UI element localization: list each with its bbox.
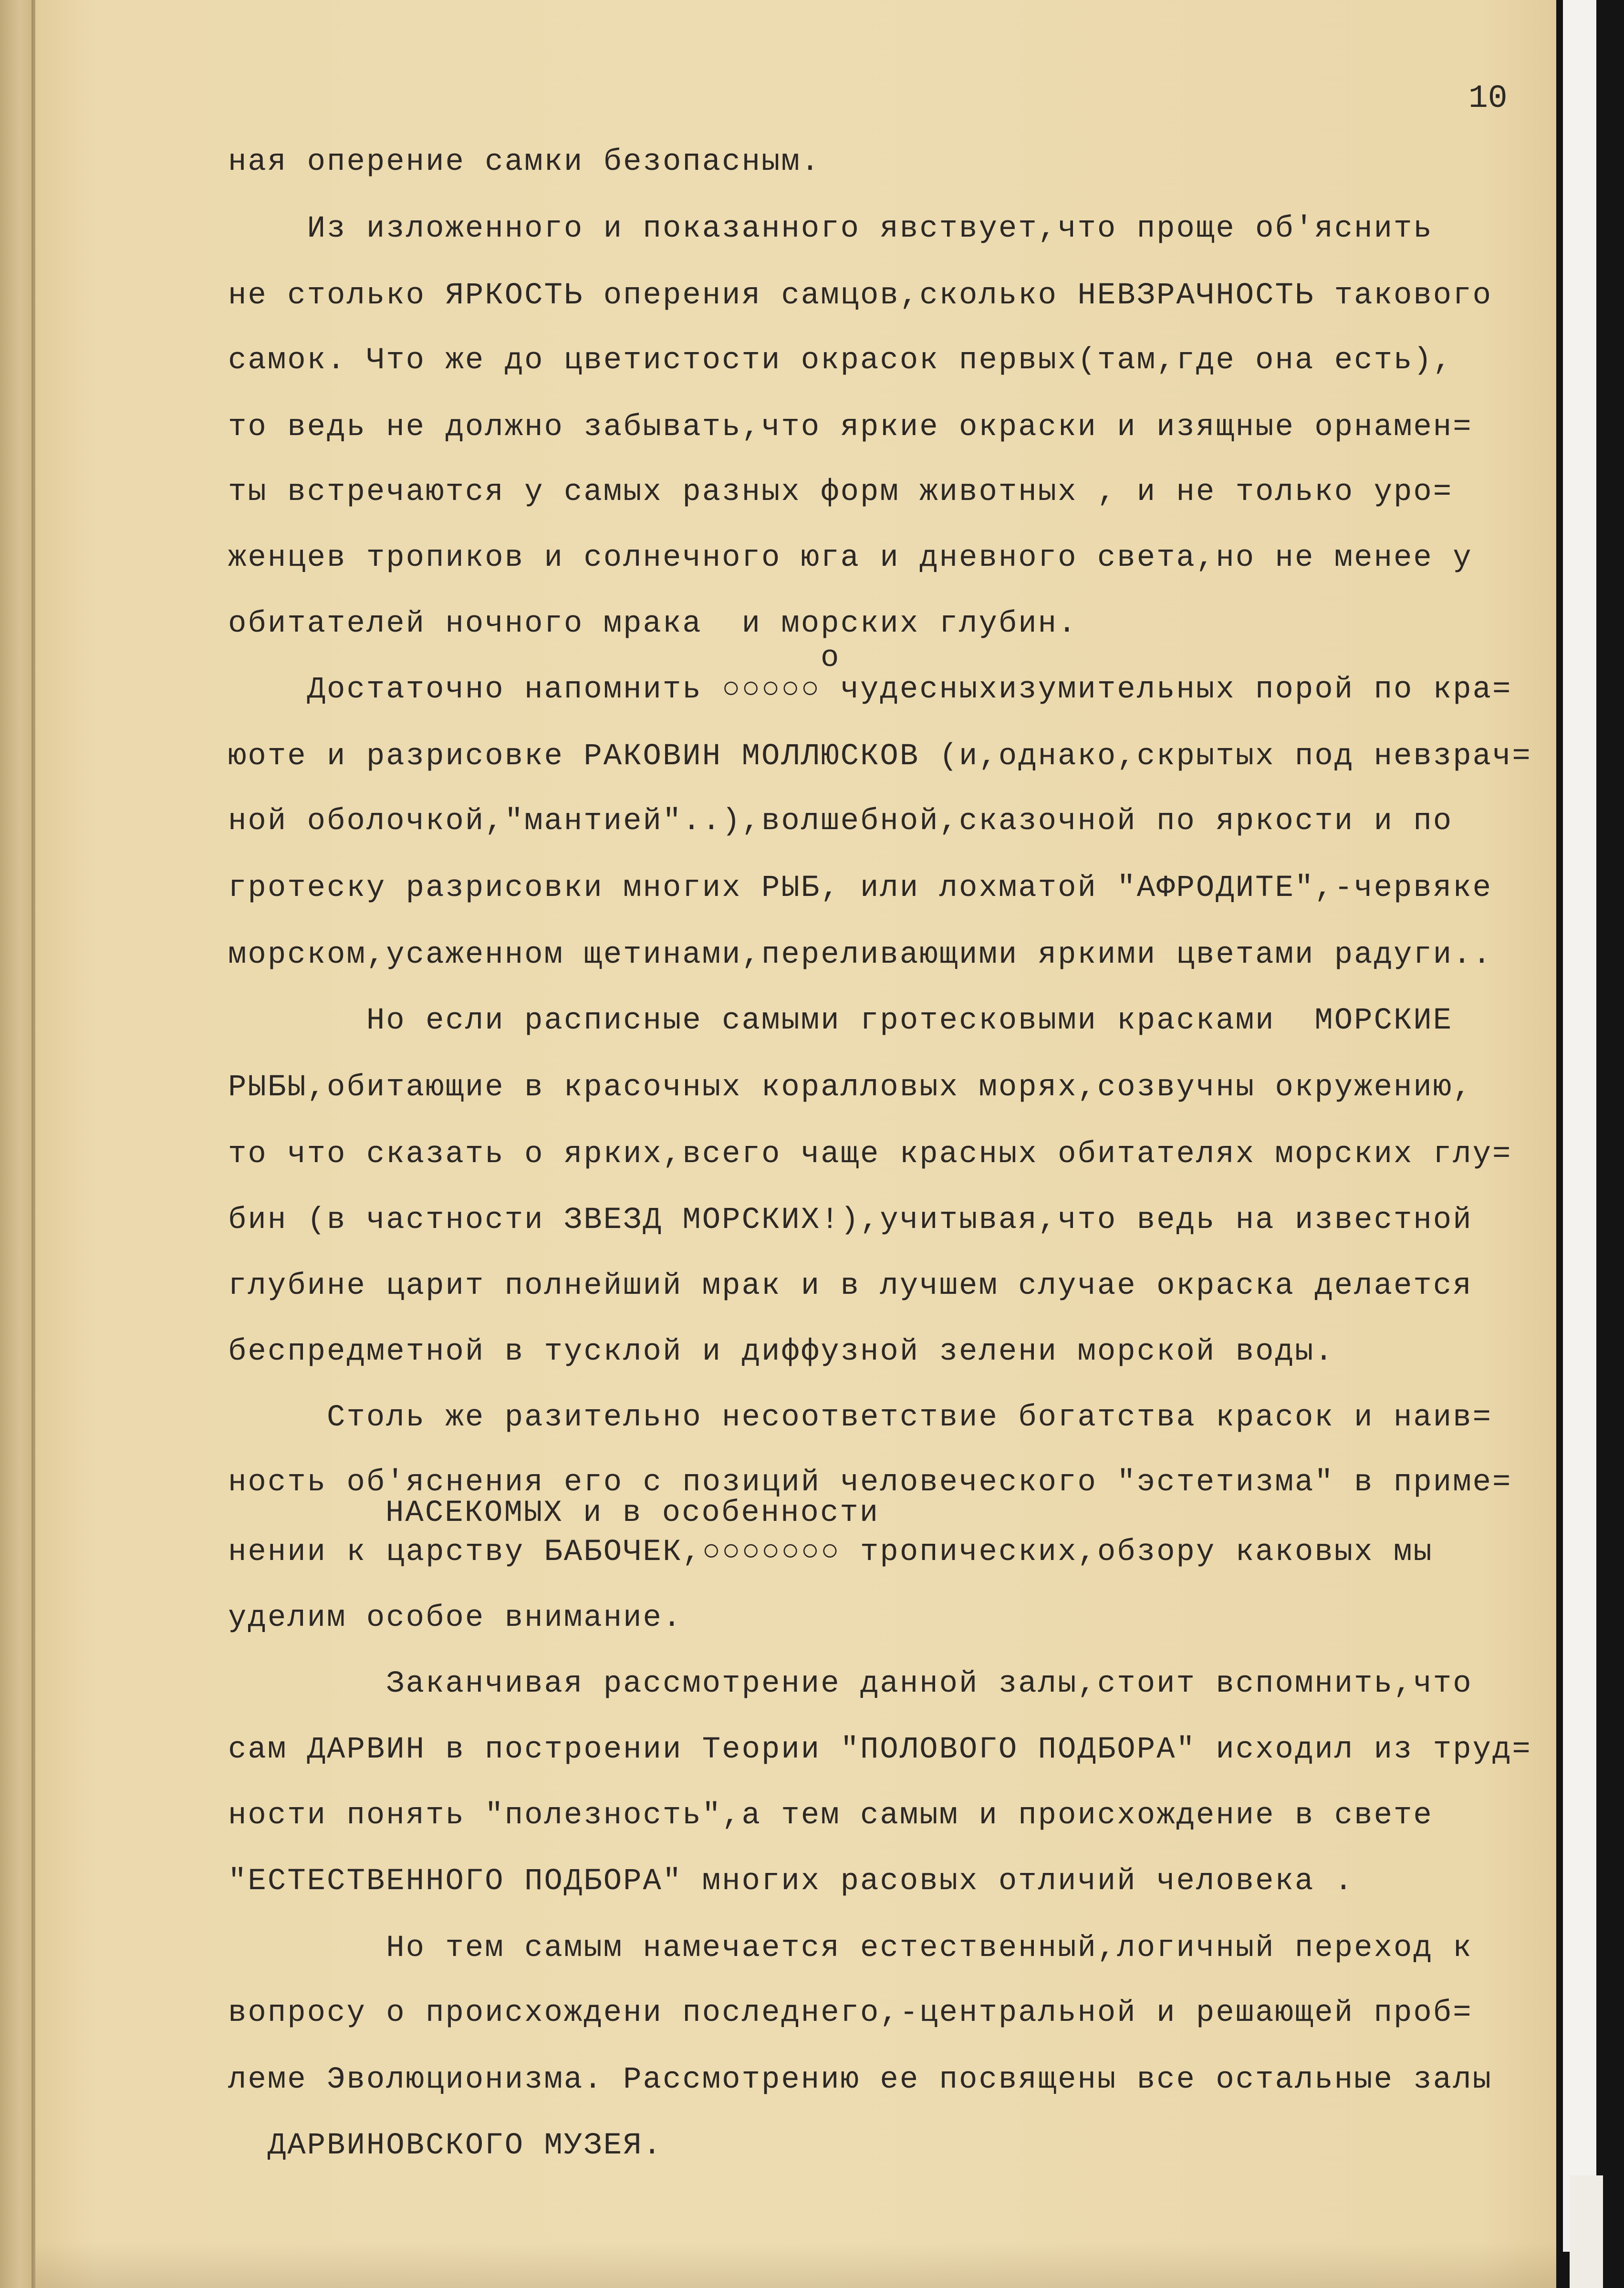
text-line: ной оболочкой,"мантией"..),волшебной,сказочной по яркости и по [228,804,1453,839]
previous-page-edge [0,0,33,2288]
text-line: Но если расписные самыми гротесковыми красками МОРСКИЕ [228,1004,1453,1038]
text-line: то ведь не должно забывать,что яркие окраски и изящные орнамен= [228,410,1473,445]
next-page-edge [1563,0,1596,2252]
text-line: бин (в частности ЗВЕЗД МОРСКИХ!),учитывая,что ведь на известной [228,1203,1473,1238]
text-line: ность об'яснения его с позиций человеческого "эстетизма" в приме= [228,1466,1512,1500]
text-line: леме Эволюционизма. Рассмотрению ее посвящены все остальные залы [228,2063,1492,2097]
interlinear-insertion: о [821,641,841,676]
text-line: самок. Что же до цветистости окрасок первых(там,где она есть), [228,343,1453,378]
text-line: РЫБЫ,обитающие в красочных коралловых морях,созвучны окружению, [228,1071,1473,1105]
text-line: обитателей ночного мрака и морских глубин. [228,607,1078,641]
text-line: Столь же разительно несоответствие богатства красок и наив= [228,1401,1492,1435]
text-line: ная оперение самки безопасным. [228,145,821,179]
text-line: Из изложенного и показанного явствует,что проще об'яснить [228,212,1433,246]
text-line: "ЕСТЕСТВЕННОГО ПОДБОРА" многих расовых отличий человека . [228,1864,1354,1899]
text-line: беспредметной в тусклой и диффузной зелени морской воды. [228,1335,1334,1369]
text-line: ДАРВИНОВСКОГО МУЗЕЯ. [228,2129,663,2163]
text-line: ты встречаются у самых разных форм животных , и не только уро= [228,475,1453,510]
text-line: Достаточно напомнить ○○○○○ чудесныхизумительных порой по кра= [228,673,1512,707]
text-line: не столько ЯРКОСТЬ оперения самцов,сколько НЕВЗРАЧНОСТЬ такового [228,279,1492,313]
text-line: то что сказать о ярких,всего чаще красных обитателях морских глу= [228,1137,1512,1172]
text-line: вопросу о происхождени последнего,-центральной и решающей проб= [228,1996,1473,2030]
text-line: гротеску разрисовки многих РЫБ, или лохматой "АФРОДИТЕ",-червяке [228,871,1492,905]
interlinear-insertion: НАСЕКОМЫХ и в особенности [385,1496,880,1530]
text-line: нении к царству БАБОЧЕК,○○○○○○○ тропических,обзору каковых мы [228,1535,1433,1570]
binding-line [31,0,35,2288]
text-line: женцев тропиков и солнечного юга и дневного света,но не менее у [228,541,1473,575]
page-number: 10 [1468,80,1508,117]
text-line: Но тем самым намечается естественный,логичный переход к [228,1931,1473,1966]
text-line: уделим особое внимание. [228,1601,683,1635]
text-line: юоте и разрисовке РАКОВИН МОЛЛЮСКОВ (и,однако,скрытых под невзрач= [228,739,1532,774]
text-line: ности понять "полезность",а тем самым и происхождение в свете [228,1799,1433,1833]
text-line: глубине царит полнейший мрак и в лучшем случае окраска делается [228,1269,1473,1303]
text-line: Заканчивая рассмотрение данной залы,стоит вспомнить,что [228,1667,1473,1701]
next-page-edge-lower [1570,2175,1603,2288]
text-line: морском,усаженном щетинами,переливающими яркими цветами радуги.. [228,938,1492,972]
text-line: сам ДАРВИН в построении Теории "ПОЛОВОГО ПОДБОРА" исходил из труд= [228,1733,1532,1767]
page-shadow [35,2242,1556,2288]
